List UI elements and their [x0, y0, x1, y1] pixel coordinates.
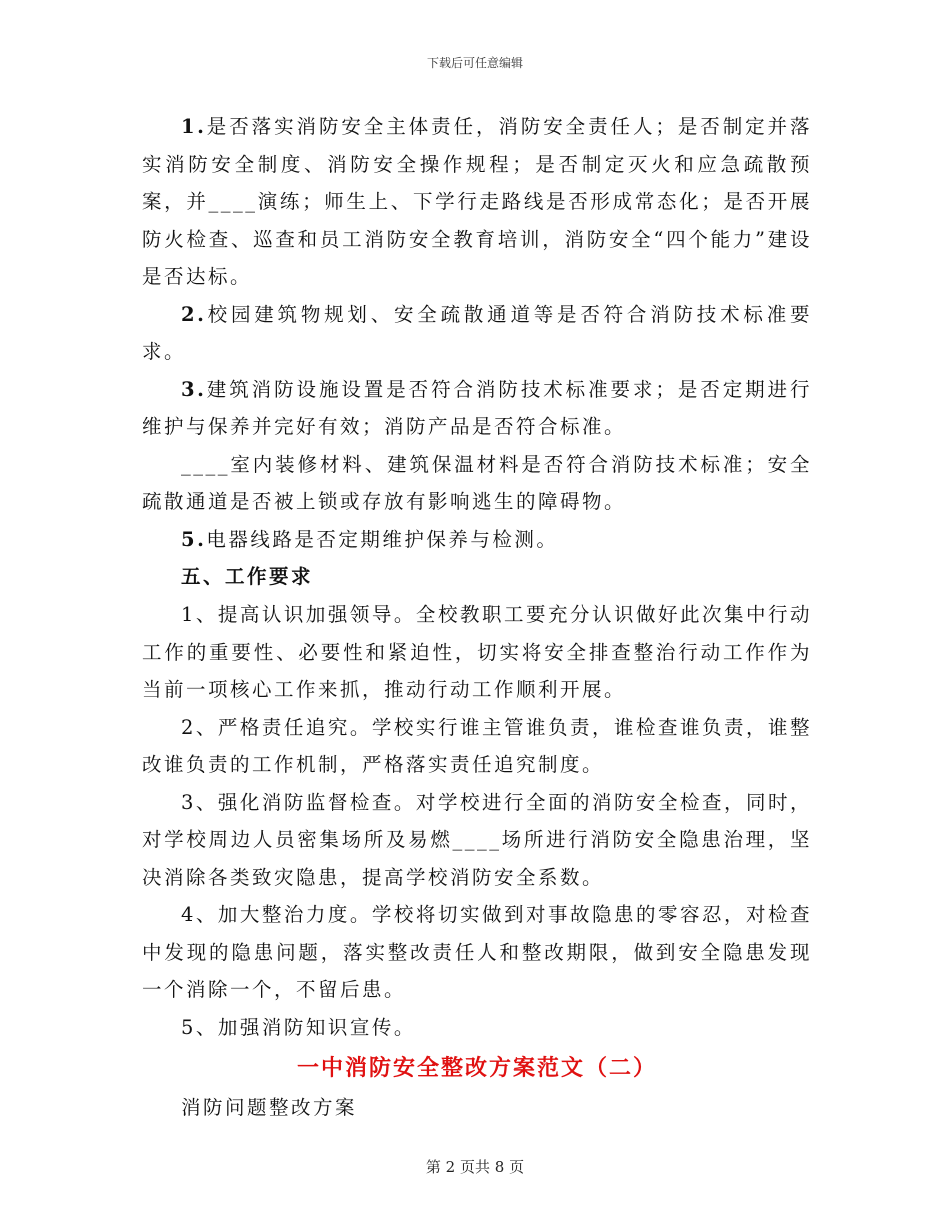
- requirement-paragraph: 5、加强消防知识宣传。: [181, 1015, 416, 1039]
- item-text: 是否落实消防安全主体责任，消防安全责任人；是否制定并落实消防安全制度、消防安全操作规程；是否制定灭火和应急疏散预案，并____演练；师生上、下学行走路线是否形成常态化；是否开展防火检查、巡查和员工消防安全教育培训，消防安全“四个能力”建设是否达标。: [142, 115, 812, 288]
- document-title: 一中消防安全整改方案范文（二）: [296, 1055, 657, 1081]
- check-item-5: [142, 521, 812, 559]
- check-item-1: [142, 108, 812, 296]
- document-body: [142, 108, 812, 1128]
- item-text: 建筑消防设施设置是否符合消防技术标准要求；是否定期进行维护与保养并完好有效；消防产品是否符合标准。: [142, 377, 812, 438]
- check-item-4: [142, 446, 812, 521]
- section-heading: 五、工作要求: [181, 565, 314, 588]
- page-header: 下载后可任意编辑: [426, 56, 523, 70]
- item-text: ____室内装修材料、建筑保温材料是否符合消防技术标准；安全疏散通道是否被上锁或存放有影响逃生的障碍物。: [142, 452, 812, 513]
- requirement-paragraph: 3、强化消防监督检查。对学校进行全面的消防安全检查，同时，对学校周边人员密集场所及易燃____场所进行消防安全隐患治理，坚决消除各类致灾隐患，提高学校消防安全系数。: [142, 790, 812, 889]
- requirement-paragraph: 2、严格责任追究。学校实行谁主管谁负责，谁检查谁负责，谁整改谁负责的工作机制，严格落实责任追究制度。: [142, 715, 812, 776]
- item-number: 3.: [181, 377, 207, 401]
- document-subtitle: 消防问题整改方案: [181, 1096, 358, 1119]
- requirement-paragraph: 4、加大整治力度。学校将切实做到对事故隐患的零容忍，对检查中发现的隐患问题，落实整改责任人和整改期限，做到安全隐患发现一个消除一个，不留后患。: [142, 903, 812, 1001]
- page-footer: 第 2 页共 8 页: [425, 1158, 525, 1176]
- check-item-2: [142, 296, 812, 371]
- requirement-paragraph: 1、提高认识加强领导。全校教职工要充分认识做好此次集中行动工作的重要性、必要性和紧迫性，切实将安全排查整治行动工作作为当前一项核心工作来抓，推动行动工作顺利开展。: [142, 603, 812, 701]
- item-text: 校园建筑物规划、安全疏散通道等是否符合消防技术标准要求。: [142, 302, 812, 363]
- item-text: 电器线路是否定期维护保养与检测。: [206, 527, 559, 551]
- item-number: 2.: [181, 302, 207, 326]
- item-number: 1.: [181, 115, 207, 138]
- check-item-3: [142, 371, 812, 446]
- item-number: 5.: [181, 527, 207, 551]
